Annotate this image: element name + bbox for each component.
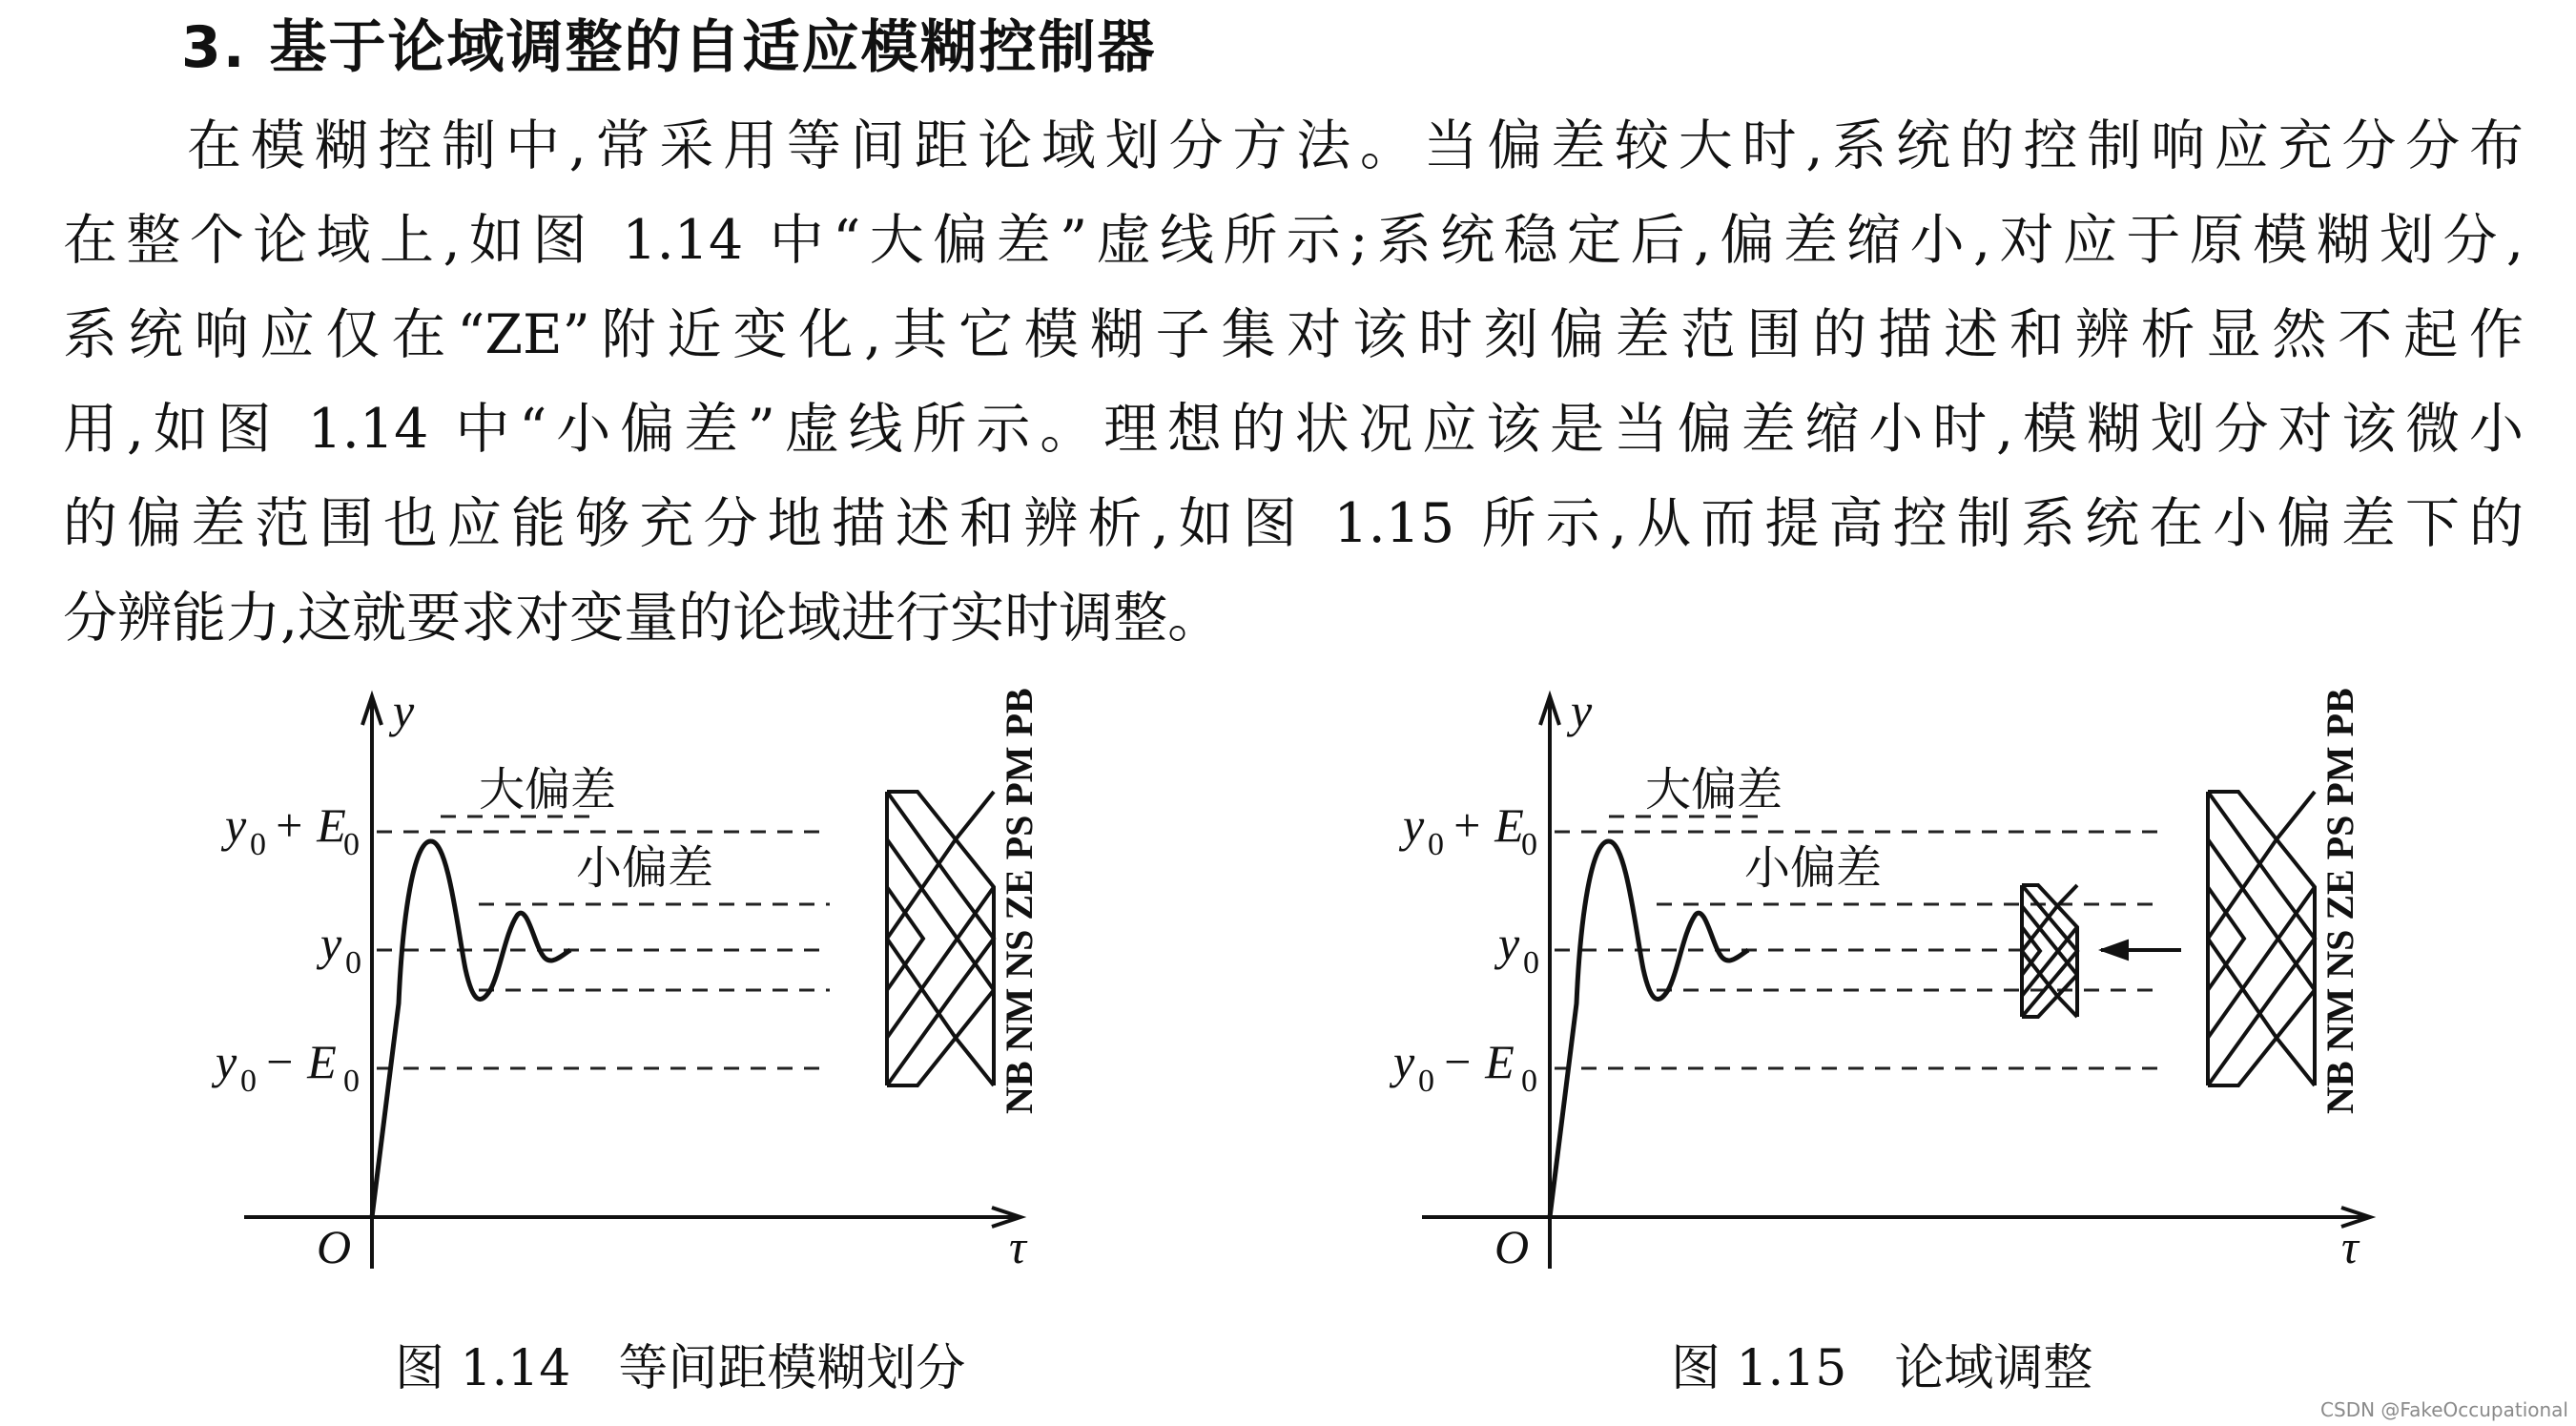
x-axis bbox=[1422, 1208, 2370, 1227]
small-error-label: 小偏差 bbox=[1744, 841, 1883, 895]
fuzzy-set-labels: NB NM NS ZE PS PM PB bbox=[998, 688, 1041, 1114]
caption-number: 图 1.15 bbox=[1671, 1340, 1847, 1397]
svg-text:+ E: + E bbox=[1451, 798, 1524, 852]
svg-text:y: y bbox=[320, 917, 342, 970]
svg-text:y: y bbox=[216, 1035, 237, 1088]
section-heading bbox=[181, 8, 1157, 88]
svg-text:0: 0 bbox=[1521, 1064, 1537, 1099]
caption-title: 论域调整 bbox=[1894, 1340, 2093, 1397]
svg-text:y: y bbox=[1403, 798, 1425, 852]
svg-text:0: 0 bbox=[343, 1064, 360, 1099]
setpoint-label bbox=[316, 917, 361, 981]
svg-text:0: 0 bbox=[1523, 945, 1539, 981]
paragraph-line: 用,如图 1.14 中“小偏差”虚线所示。理想的状况应该是当偏差缩小时,模糊划分对该微小 bbox=[63, 398, 2524, 461]
y-axis-label: y bbox=[393, 687, 415, 737]
caption-title: 等间距模糊划分 bbox=[618, 1340, 966, 1397]
origin-label: O bbox=[1494, 1220, 1530, 1273]
small-error-label: 小偏差 bbox=[576, 841, 714, 895]
origin-label: O bbox=[317, 1220, 352, 1273]
paragraph-line: 系统响应仅在“ZE”附近变化,其它模糊子集对该时刻偏差范围的描述和辨析显然不起作 bbox=[63, 303, 2524, 366]
adjust-arrow bbox=[2101, 940, 2181, 960]
section-number: 3. bbox=[181, 14, 247, 81]
figure-1-15-caption bbox=[1671, 1335, 2092, 1402]
svg-text:− E: − E bbox=[1441, 1035, 1515, 1088]
x-axis-label: τ bbox=[1009, 1220, 1026, 1273]
system-response-curve bbox=[1550, 841, 1748, 1217]
x-axis bbox=[244, 1208, 1020, 1227]
body-paragraph bbox=[63, 99, 2524, 666]
large-error-label: 大偏差 bbox=[479, 763, 617, 816]
svg-text:0: 0 bbox=[345, 945, 361, 981]
svg-text:0: 0 bbox=[343, 827, 360, 862]
figure-1-14 bbox=[181, 687, 1116, 1288]
watermark: CSDN @FakeOccupational bbox=[2320, 1398, 2568, 1421]
system-response-curve bbox=[372, 841, 570, 1217]
fuzzy-partition bbox=[2208, 688, 2361, 1114]
svg-text:0: 0 bbox=[1428, 827, 1444, 862]
svg-text:y: y bbox=[1498, 917, 1520, 970]
svg-text:+ E: + E bbox=[273, 798, 346, 852]
caption-number: 图 1.14 bbox=[395, 1340, 571, 1397]
svg-text:− E: − E bbox=[263, 1035, 337, 1088]
fuzzy-set-labels: NB NM NS ZE PS PM PB bbox=[2318, 688, 2361, 1114]
paragraph-line: 分辨能力,这就要求对变量的论域进行实时调整。 bbox=[63, 587, 1223, 650]
svg-text:y: y bbox=[225, 798, 247, 852]
large-error-label: 大偏差 bbox=[1645, 763, 1783, 816]
figure-1-14-caption bbox=[395, 1335, 965, 1402]
lower-bound-label bbox=[1389, 1035, 1537, 1099]
section-title: 基于论域调整的自适应模糊控制器 bbox=[269, 14, 1157, 81]
upper-bound-label bbox=[1398, 798, 1537, 862]
fuzzy-partition bbox=[887, 688, 1041, 1114]
svg-text:0: 0 bbox=[250, 827, 266, 862]
y-axis-label: y bbox=[1571, 687, 1593, 737]
paragraph-line: 在模糊控制中,常采用等间距论域划分方法。当偏差较大时,系统的控制响应充分分布 bbox=[187, 114, 2524, 177]
paragraph-line: 的偏差范围也应能够充分地描述和辨析,如图 1.15 所示,从而提高控制系统在小偏差下的 bbox=[63, 492, 2524, 555]
figure-1-15 bbox=[1359, 687, 2380, 1288]
lower-bound-label bbox=[211, 1035, 360, 1099]
setpoint-label bbox=[1494, 917, 1539, 981]
x-axis-label: τ bbox=[2341, 1220, 2359, 1273]
paragraph-line: 在整个论域上,如图 1.14 中“大偏差”虚线所示;系统稳定后,偏差缩小,对应于原模糊划分, bbox=[63, 209, 2524, 272]
upper-bound-label bbox=[220, 798, 360, 862]
svg-text:0: 0 bbox=[1521, 827, 1537, 862]
svg-text:0: 0 bbox=[1418, 1064, 1434, 1099]
svg-text:y: y bbox=[1393, 1035, 1415, 1088]
svg-text:0: 0 bbox=[240, 1064, 257, 1099]
